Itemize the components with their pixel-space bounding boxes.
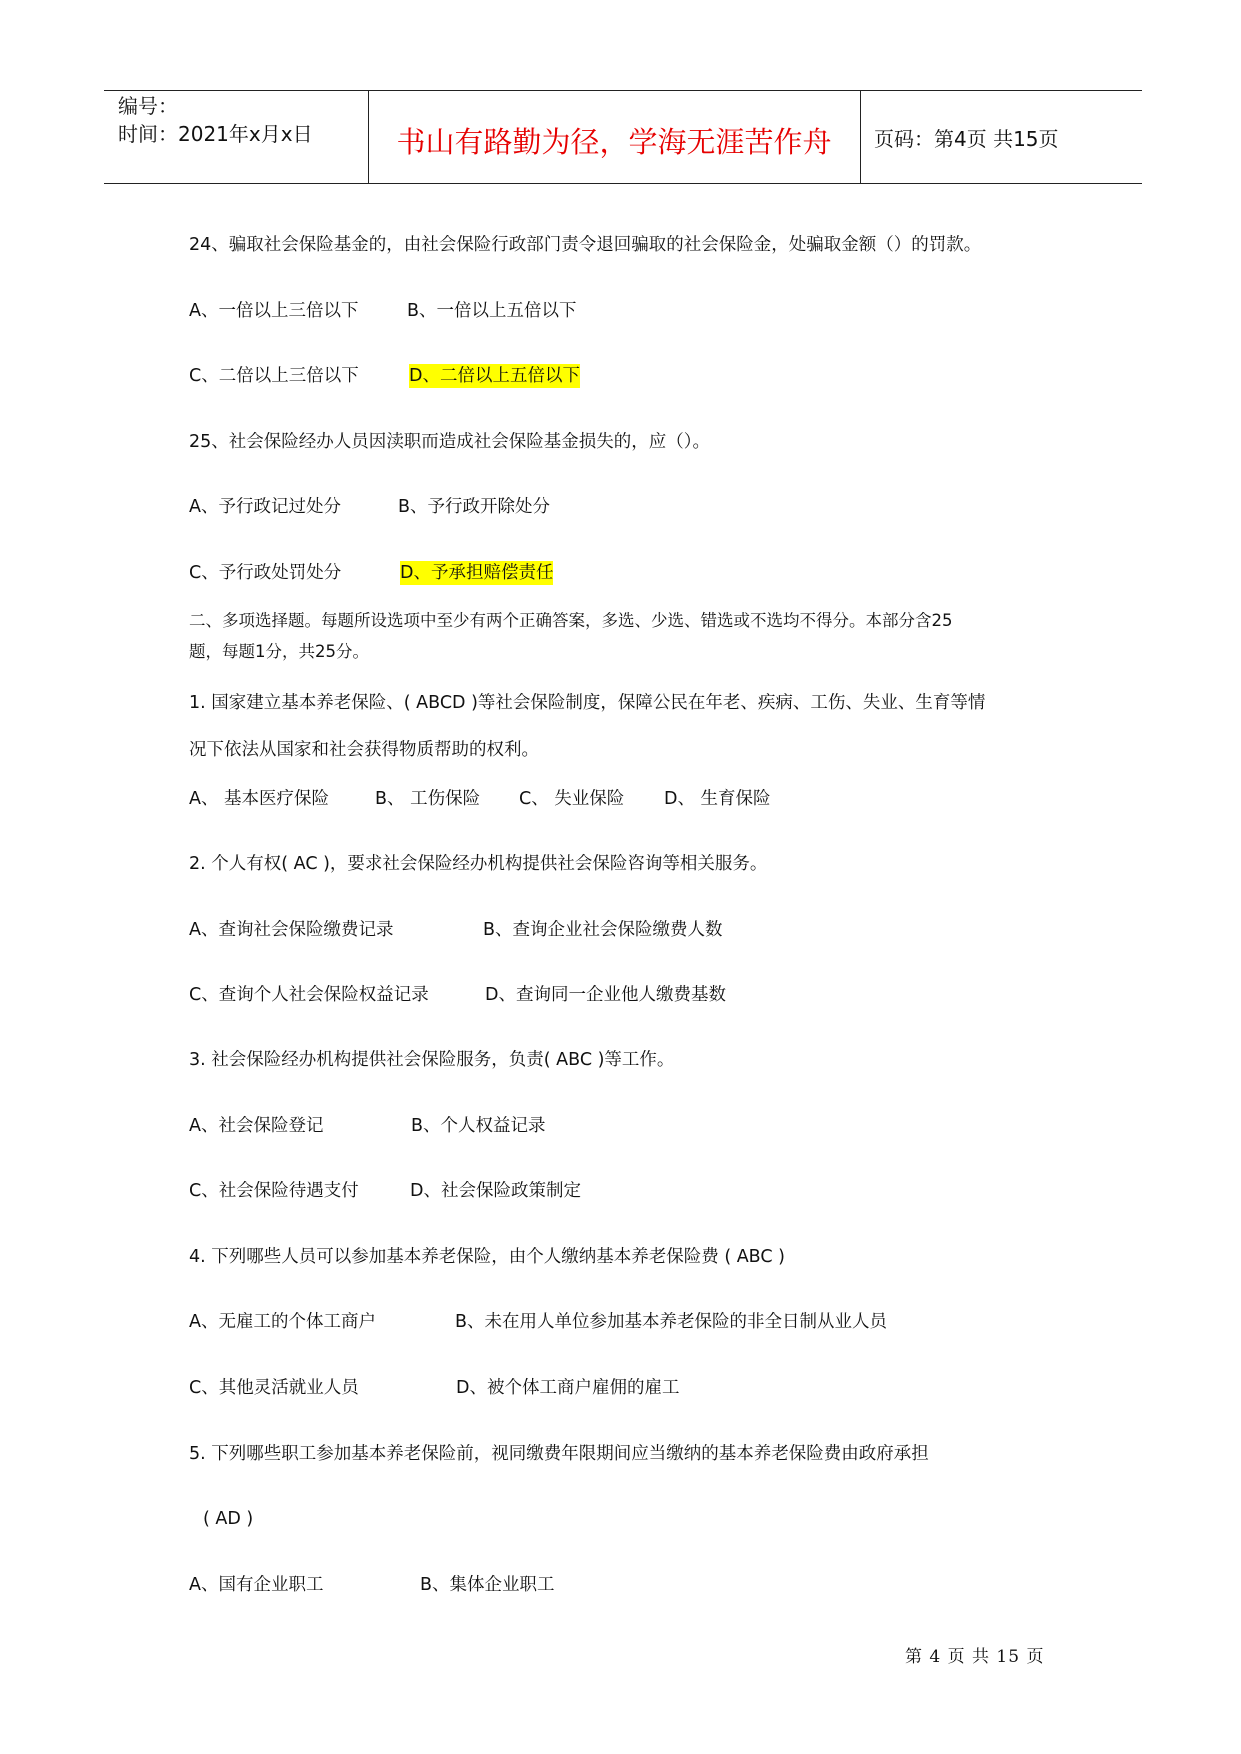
q25-option-b: B、予行政开除处分 <box>398 497 551 517</box>
m5-option-a: A、国有企业职工 <box>189 1575 324 1595</box>
m1-stem-line2: 况下依法从国家和社会获得物质帮助的权利。 <box>189 740 539 760</box>
m4-option-a: A、无雇工的个体工商户 <box>189 1312 376 1332</box>
m2-stem: 2. 个人有权( AC )，要求社会保险经办机构提供社会保险咨询等相关服务。 <box>189 854 768 874</box>
header-time-label: 时间：2021年x月x日 <box>118 122 313 146</box>
q25-stem: 25、社会保险经办人员因渎职而造成社会保险基金损失的，应（）。 <box>189 432 711 452</box>
q25-option-d-highlighted: D、予承担赔偿责任 <box>400 563 554 583</box>
m4-option-d: D、被个体工商户雇佣的雇工 <box>456 1378 680 1398</box>
m3-option-b: B、个人权益记录 <box>411 1116 546 1136</box>
header-top-rule <box>104 90 1142 91</box>
header-number-label: 编号： <box>118 94 178 118</box>
m5-stem: 5. 下列哪些职工参加基本养老保险前，视同缴费年限期间应当缴纳的基本养老保险费由政府承担 <box>189 1444 929 1464</box>
m3-option-c: C、社会保险待遇支付 <box>189 1181 359 1201</box>
m4-stem: 4. 下列哪些人员可以参加基本养老保险，由个人缴纳基本养老保险费 ( ABC ) <box>189 1247 785 1267</box>
m5-option-b: B、集体企业职工 <box>420 1575 555 1595</box>
header-divider-right <box>860 90 861 184</box>
q25-option-c: C、予行政处罚处分 <box>189 563 342 583</box>
m2-option-c: C、查询个人社会保险权益记录 <box>189 985 429 1005</box>
m1-option-d: D、 生育保险 <box>664 789 771 809</box>
m4-option-c: C、其他灵活就业人员 <box>189 1378 359 1398</box>
m3-option-a: A、社会保险登记 <box>189 1116 324 1136</box>
m2-option-d: D、查询同一企业他人缴费基数 <box>485 985 726 1005</box>
m1-option-c: C、 失业保险 <box>519 789 625 809</box>
q24-option-d-highlighted: D、二倍以上五倍以下 <box>409 366 580 386</box>
header-motto: 书山有路勤为径，学海无涯苦作舟 <box>396 125 832 159</box>
header-page-label: 页码：第4页 共15页 <box>874 127 1059 151</box>
section2-intro-line1: 二、多项选择题。每题所设选项中至少有两个正确答案，多选、少选、错选或不选均不得分。本部分含25 <box>189 611 953 630</box>
m4-option-b: B、未在用人单位参加基本养老保险的非全日制从业人员 <box>455 1312 888 1332</box>
footer-page-number: 第 4 页 共 15 页 <box>905 1647 1045 1667</box>
q25-option-a: A、予行政记过处分 <box>189 497 341 517</box>
q24-option-c: C、二倍以上三倍以下 <box>189 366 359 386</box>
q24-option-a: A、一倍以上三倍以下 <box>189 301 359 321</box>
m2-option-b: B、查询企业社会保险缴费人数 <box>483 920 723 940</box>
m1-stem-line1: 1. 国家建立基本养老保险、( ABCD )等社会保险制度，保障公民在年老、疾病、工伤、失业、生育等情 <box>189 693 986 713</box>
q24-stem: 24、骗取社会保险基金的，由社会保险行政部门责令退回骗取的社会保险金，处骗取金额（）的罚款。 <box>189 235 982 255</box>
header-bottom-rule <box>104 183 1142 184</box>
q24-option-b: B、一倍以上五倍以下 <box>407 301 577 321</box>
m1-option-b: B、 工伤保险 <box>375 789 481 809</box>
m2-option-a: A、查询社会保险缴费记录 <box>189 920 394 940</box>
m1-option-a: A、 基本医疗保险 <box>189 789 330 809</box>
m5-answer: ( AD ) <box>203 1509 254 1529</box>
m3-option-d: D、社会保险政策制定 <box>410 1181 581 1201</box>
section2-intro-line2: 题，每题1分，共25分。 <box>189 642 369 661</box>
m3-stem: 3. 社会保险经办机构提供社会保险服务，负责( ABC )等工作。 <box>189 1050 675 1070</box>
